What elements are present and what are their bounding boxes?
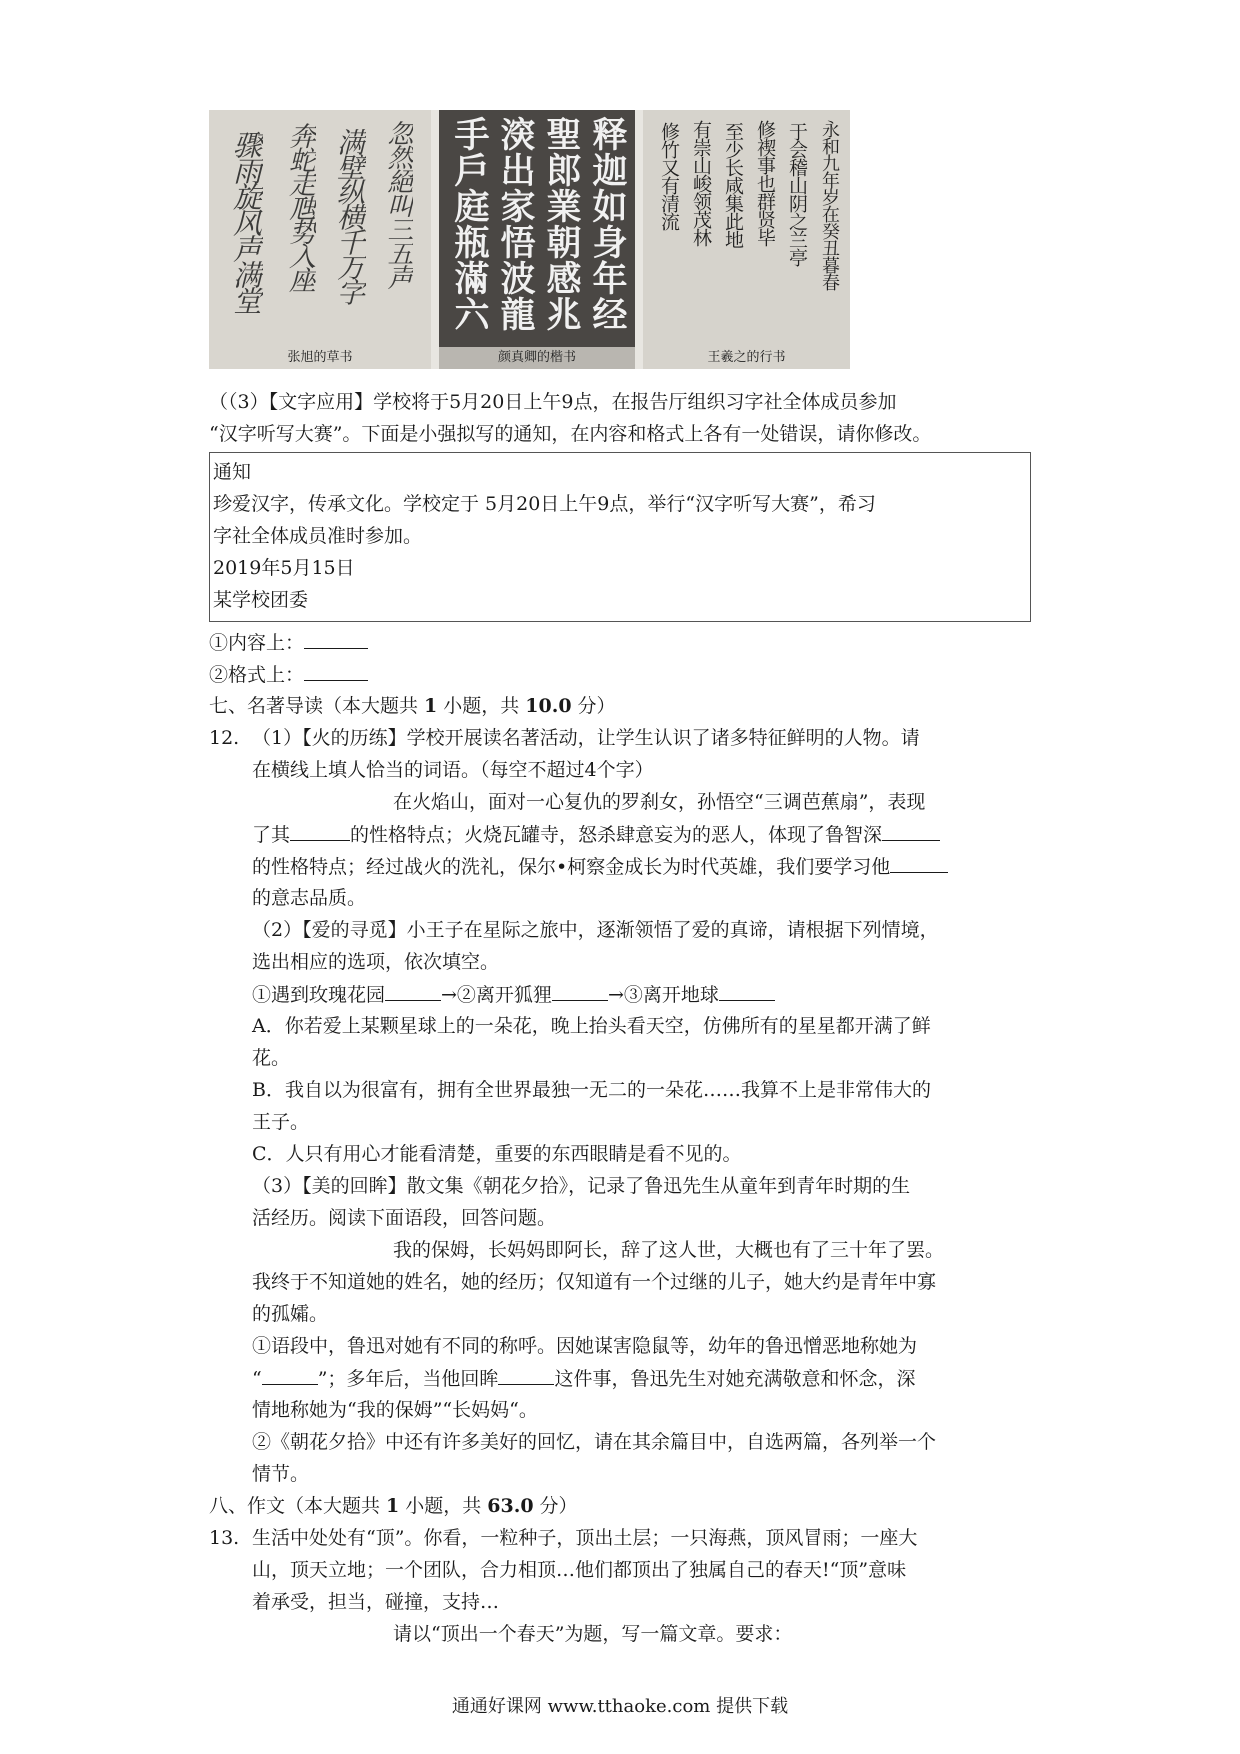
xingshu-column: 至少长咸集此地 xyxy=(722,122,744,248)
q12-line: 情节。 xyxy=(252,1463,310,1485)
section-7-heading xyxy=(209,694,616,718)
passage-line: 我终于不知道她的姓名，她的经历；仅知道有一个过继的儿子，她大约是青年中寡 xyxy=(252,1271,937,1293)
q13-line: 山，顶天立地；一个团队，合力相顶…他们都顶出了独属自己的春天!“顶”意味 xyxy=(252,1559,907,1581)
answer-content xyxy=(209,630,368,655)
q12-line: 的意志品质。 xyxy=(252,887,367,909)
q13-line: 生活中处处有“顶”。你看，一粒种子，顶出土层；一只海燕，顶风冒雨；一座大 xyxy=(252,1527,918,1549)
kaishu-column: 聖郎業朝感兆 xyxy=(541,116,582,332)
xingshu-caption: 王羲之的行书 xyxy=(707,350,786,365)
section-7-mid: 小题，共 xyxy=(443,695,520,717)
option-a: 花。 xyxy=(252,1047,291,1069)
kaishu-column: 㴱出家悟波龍 xyxy=(495,116,536,332)
q12-line: （1）【火的历练】学校开展读名著活动，让学生认识了诸多特征鲜明的人物。请 xyxy=(252,727,920,749)
passage-line: 的孤孀。 xyxy=(252,1303,329,1325)
section-7-score: 10.0 xyxy=(525,695,572,717)
q12-line: 在横线上填人恰当的词语。（每空不超过4个字） xyxy=(252,759,654,781)
kaishu-column: 手戶庭瓶滿六 xyxy=(449,116,490,332)
q12-line xyxy=(252,854,948,879)
q12-text: ”；多年后，当他回眸 xyxy=(317,1368,499,1390)
answer-format xyxy=(209,662,368,687)
kaishu-caption: 颜真卿的楷书 xyxy=(439,347,635,369)
q12-text: →②离开狐狸 xyxy=(441,984,552,1006)
answer-content-label: ①内容上： xyxy=(209,632,305,654)
q12-text: ①遇到玫瑰花园 xyxy=(252,984,386,1006)
notice-signature: 某学校团委 xyxy=(213,589,309,611)
section-8-count: 1 xyxy=(386,1495,400,1517)
q12-number: 12. xyxy=(209,727,240,749)
section-8-suffix: 分） xyxy=(539,1495,578,1517)
q12-text: “ xyxy=(252,1368,262,1390)
caoshu-column: 满壁纵横千万字 xyxy=(333,128,366,303)
answer-format-label: ②格式上： xyxy=(209,664,305,686)
q12-line: 在火焰山，面对一心复仇的罗刹女，孙悟空“三调芭蕉扇”，表现 xyxy=(393,791,926,813)
answer-blank[interactable] xyxy=(304,662,368,681)
q12-text: →③离开地球 xyxy=(607,984,719,1006)
q12-line: 情地称她为“我的保姆”“长妈妈“。 xyxy=(252,1399,538,1421)
answer-blank[interactable] xyxy=(290,822,350,841)
option-b: 王子。 xyxy=(252,1111,310,1133)
xingshu-column: 有崇山峻领茂林 xyxy=(690,120,712,246)
q13-line: 着承受，担当，碰撞，支持… xyxy=(252,1591,500,1613)
q13-line: 请以“顶出一个春天”为题，写一篇文章。要求： xyxy=(393,1623,793,1645)
kaishu-column: 释迦如身年经 xyxy=(587,116,628,332)
q12-line: ②《朝花夕拾》中还有许多美好的回忆，请在其余篇目中，自选两篇，各列举一个 xyxy=(252,1431,937,1453)
section-7-suffix: 分） xyxy=(577,695,616,717)
answer-blank[interactable] xyxy=(552,982,608,1001)
calligraphy-image xyxy=(209,110,850,369)
q12-line: 选出相应的选项，依次填空。 xyxy=(252,951,500,973)
q12-line: （3）【美的回眸】散文集《朝花夕拾》，记录了鲁迅先生从童年到青年时期的生 xyxy=(252,1175,911,1197)
answer-blank[interactable] xyxy=(385,982,441,1001)
q3-line-1: （（3）【文字应用】学校将于5月20日上午9点，在报告厅组织习字社全体成员参加 xyxy=(209,391,897,413)
page-footer: 通通好课网 www.tthaoke.com 提供下载 xyxy=(451,1696,789,1717)
answer-blank[interactable] xyxy=(719,982,775,1001)
caoshu-column: 奔蛇走虺势入座 xyxy=(284,122,315,290)
q12-line xyxy=(252,1366,915,1391)
notice-body-1: 珍爱汉字，传承文化。学校定于 5月20日上午9点，举行“汉字听写大赛”，希习 xyxy=(213,493,876,515)
q12-line xyxy=(252,982,775,1007)
answer-blank[interactable] xyxy=(882,822,940,841)
kaishu-panel xyxy=(439,110,635,369)
answer-blank[interactable] xyxy=(498,1366,554,1385)
notice-date: 2019年5月15日 xyxy=(213,557,355,579)
xingshu-column: 修禊事也群贤毕 xyxy=(754,120,776,246)
q12-line: 活经历。阅读下面语段，回答问题。 xyxy=(252,1207,557,1229)
xingshu-column: 永和九年岁在癸丑暮春 xyxy=(819,120,840,290)
section-8-prefix: 八、作文（本大题共 xyxy=(209,1495,381,1517)
section-8-heading xyxy=(209,1494,578,1518)
section-8-score: 63.0 xyxy=(487,1495,534,1517)
option-a: A．你若爱上某颗星球上的一朵花，晚上抬头看天空，仿佛所有的星星都开满了鲜 xyxy=(252,1015,931,1037)
notice-body-2: 字社全体成员准时参加。 xyxy=(213,525,423,547)
answer-blank[interactable] xyxy=(304,630,368,649)
caoshu-column: 骤雨旋风声满堂 xyxy=(229,130,263,312)
answer-blank[interactable] xyxy=(262,1366,318,1385)
section-7-prefix: 七、名著导读（本大题共 xyxy=(209,695,419,717)
xingshu-column: 于会稽山阴之兰亭 xyxy=(786,122,808,266)
notice-title: 通知 xyxy=(213,461,252,483)
option-b: B．我自以为很富有，拥有全世界最独一无二的一朵花……我算不上是非常伟大的 xyxy=(252,1079,931,1101)
q12-text: 的性格特点；经过战火的洗礼，保尔•柯察金成长为时代英雄，我们要学习他 xyxy=(252,856,891,878)
q12-line: ①语段中，鲁迅对她有不同的称呼。因她谋害隐鼠等，幼年的鲁迅憎恶地称她为 xyxy=(252,1335,918,1357)
q12-line: （2）【爱的寻觅】小王子在星际之旅中，逐渐领悟了爱的真谛，请根据下列情境， xyxy=(252,919,939,941)
xingshu-panel xyxy=(643,110,850,369)
answer-blank[interactable] xyxy=(890,854,948,873)
passage-line: 我的保姆，长妈妈即阿长，辞了这人世，大概也有了三十年了罢。 xyxy=(393,1239,945,1261)
q3-line-2: “汉字听写大赛”。下面是小强拟写的通知，在内容和格式上各有一处错误，请你修改。 xyxy=(209,423,932,445)
section-8-mid: 小题，共 xyxy=(405,1495,482,1517)
q13-number: 13. xyxy=(209,1527,240,1549)
q12-text: 这件事，鲁迅先生对她充满敬意和怀念，深 xyxy=(554,1368,916,1390)
xingshu-column: 修竹又有清流 xyxy=(658,122,680,230)
caoshu-panel xyxy=(209,110,431,369)
option-c: C．人只有用心才能看清楚，重要的东西眼睛是看不见的。 xyxy=(252,1143,742,1165)
caoshu-column: 忽然絕叫三五声 xyxy=(383,120,413,288)
q12-text: 的性格特点；火烧瓦罐寺，怒杀肆意妄为的恶人，体现了鲁智深 xyxy=(350,824,883,846)
q12-text: 了其 xyxy=(252,824,291,846)
q12-line xyxy=(252,822,940,847)
caoshu-caption: 张旭的草书 xyxy=(287,350,353,365)
section-7-count: 1 xyxy=(424,695,438,717)
